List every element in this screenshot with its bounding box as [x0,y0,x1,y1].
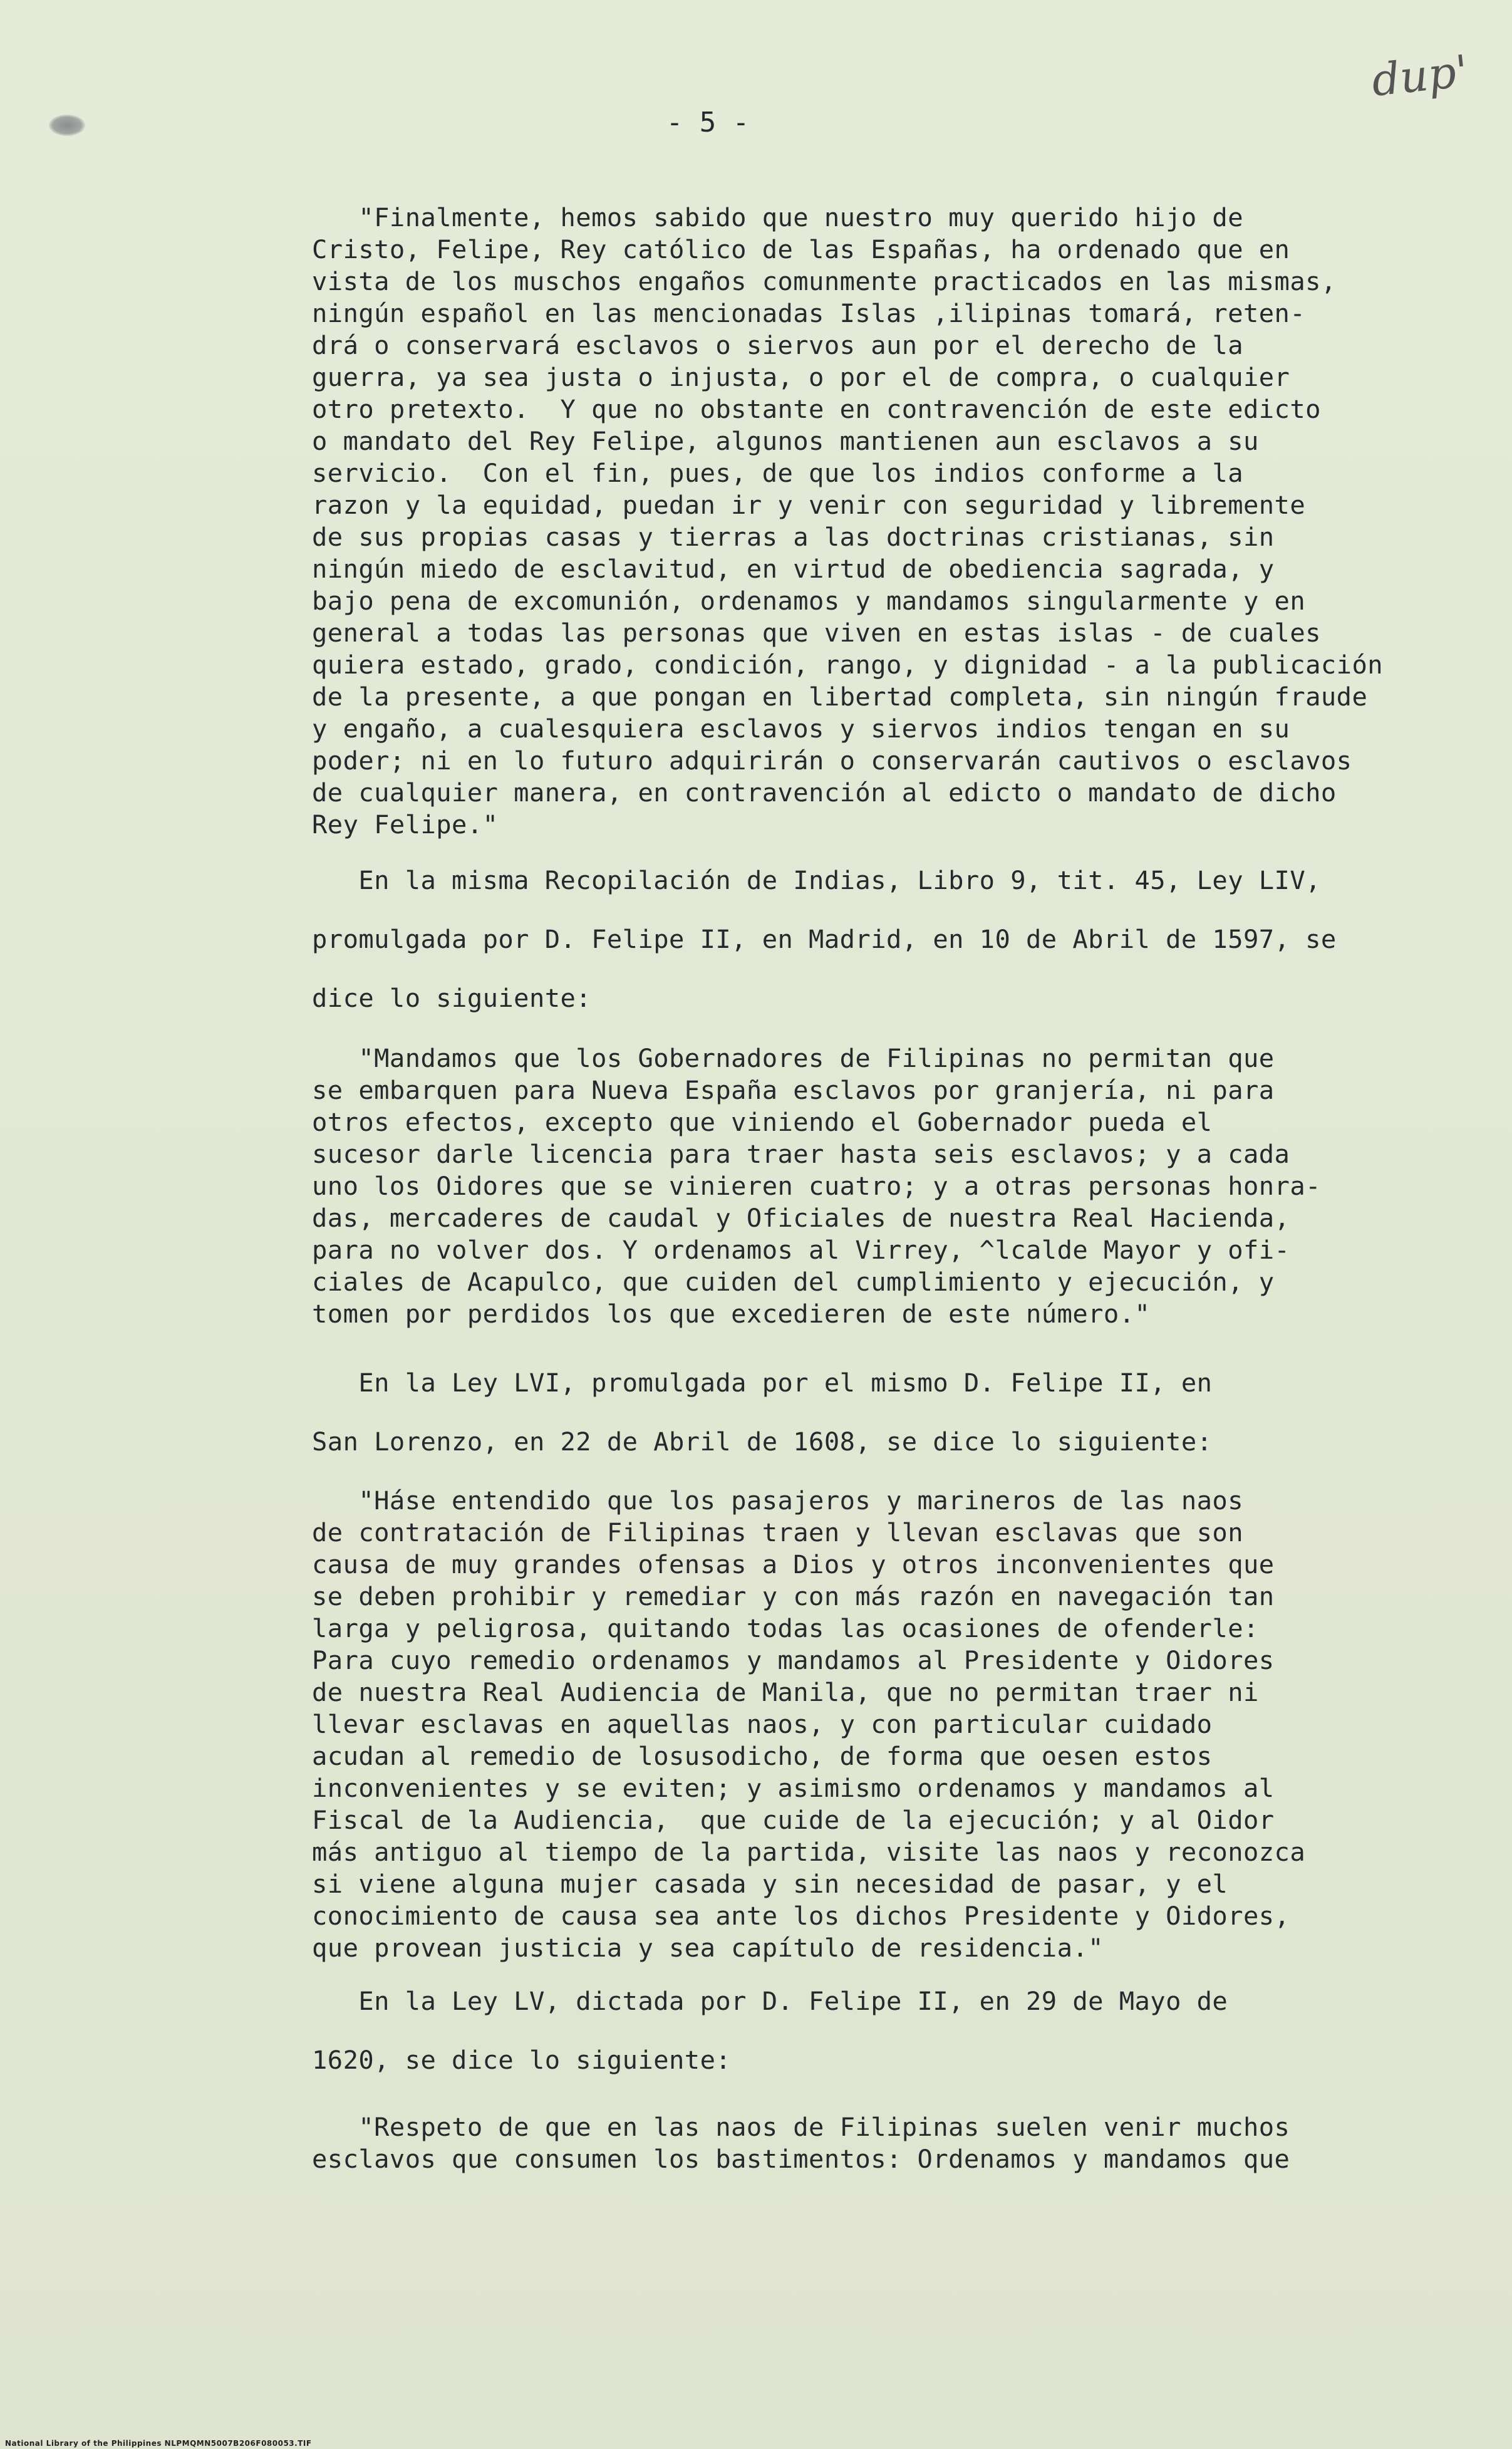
text-line: ciales de Acapulco, que cuiden del cumplimiento y ejecución, y [312,1267,1275,1297]
text-line: En la Ley LVI, promulgada por el mismo D. Felipe II, en [312,1368,1213,1398]
text-line: de la presente, a que pongan en libertad completa, sin ningún fraude [312,682,1368,712]
text-line: "Mandamos que los Gobernadores de Filipinas no permitan que [312,1043,1275,1073]
quote-block-3 [312,1485,1389,1964]
prose-block-1 [312,851,1389,1027]
text-line: para no volver dos. Y ordenamos al Virrey, ^lcalde Mayor y ofi- [312,1235,1290,1265]
quote-block-1 [312,202,1389,841]
text-line: causa de muy grandes ofensas a Dios y otros inconvenientes que [312,1549,1275,1579]
text-line: servicio. Con el fin, pues, de que los indios conforme a la [312,458,1243,488]
text-line: quiera estado, grado, condición, rango, y dignidad - a la publicación [312,650,1384,680]
text-line: vista de los muschos engaños comunmente practicados en las mismas, [312,266,1337,296]
paper-blemish [49,115,85,136]
text-line: o mandato del Rey Felipe, algunos mantienen aun esclavos a su [312,426,1259,456]
quote-block-2 [312,1043,1389,1330]
text-line: ningún miedo de esclavitud, en virtud de obediencia sagrada, y [312,554,1275,584]
text-line: bajo pena de excomunión, ordenamos y mandamos singularmente y en [312,586,1306,616]
text-line: poder; ni en lo futuro adquirirán o conservarán cautivos o esclavos [312,746,1352,776]
text-line: razon y la equidad, puedan ir y venir con seguridad y libremente [312,490,1306,520]
text-line: Para cuyo remedio ordenamos y mandamos al Presidente y Oidores [312,1645,1275,1675]
text-line: dice lo siguiente: [312,983,592,1013]
text-line: se deben prohibir y remediar y con más razón en navegación tan [312,1581,1275,1611]
text-line: si viene alguna mujer casada y sin necesidad de pasar, y el [312,1869,1228,1899]
text-line: 1620, se dice lo siguiente: [312,2045,732,2075]
text-line: guerra, ya sea justa o injusta, o por el de compra, o cualquier [312,362,1290,392]
prose-block-3 [312,1972,1389,2089]
text-line: conocimiento de causa sea ante los dichos Presidente y Oidores, [312,1901,1290,1931]
text-line: sucesor darle licencia para traer hasta seis esclavos; y a cada [312,1139,1290,1169]
text-line: de contratación de Filipinas traen y llevan esclavas que son [312,1517,1243,1547]
text-line: "Respeto de que en las naos de Filipinas suelen venir muchos [312,2112,1290,2142]
text-line: que provean justicia y sea capítulo de residencia." [312,1933,1104,1963]
text-line: Rey Felipe." [312,809,499,840]
text-line: de cualquier manera, en contravención al edicto o mandato de dicho [312,777,1337,808]
text-line: "Finalmente, hemos sabido que nuestro muy querido hijo de [312,202,1243,232]
text-line: das, mercaderes de caudal y Oficiales de nuestra Real Hacienda, [312,1203,1290,1233]
text-line: más antiguo al tiempo de la partida, visite las naos y reconozca [312,1837,1306,1867]
text-line: inconvenientes y se eviten; y asimismo ordenamos y mandamos al [312,1773,1275,1803]
text-line: esclavos que consumen los bastimentos: Ordenamos y mandamos que [312,2144,1290,2174]
text-line: En la misma Recopilación de Indias, Libro 9, tit. 45, Ley LIV, [312,865,1321,895]
scan-footer: National Library of the Philippines NLPMQMN5007B206F080053.TIF [5,2439,312,2448]
text-line: promulgada por D. Felipe II, en Madrid, en 10 de Abril de 1597, se [312,924,1337,954]
text-line: y engaño, a cualesquiera esclavos y siervos indios tengan en su [312,714,1290,744]
text-line: llevar esclavas en aquellas naos, y con particular cuidado [312,1709,1213,1739]
text-line: otro pretexto. Y que no obstante en contravención de este edicto [312,394,1321,424]
text-line: Cristo, Felipe, Rey católico de las Españas, ha ordenado que en [312,234,1290,264]
text-line: de sus propias casas y tierras a las doctrinas cristianas, sin [312,522,1275,552]
text-line: Fiscal de la Audiencia, que cuide de la ejecución; y al Oidor [312,1805,1275,1835]
handwritten-annotation: dup' [1369,45,1471,107]
text-line: San Lorenzo, en 22 de Abril de 1608, se dice lo siguiente: [312,1427,1213,1457]
text-line: En la Ley LV, dictada por D. Felipe II, en 29 de Mayo de [312,1986,1228,2016]
text-line: drá o conservará esclavos o siervos aun por el derecho de la [312,330,1243,360]
text-line: ningún español en las mencionadas Islas ,ilipinas tomará, reten- [312,298,1306,328]
text-line: se embarquen para Nueva España esclavos por granjería, ni para [312,1075,1275,1105]
text-line: acudan al remedio de losusodicho, de forma que oesen estos [312,1741,1213,1771]
prose-block-2 [312,1353,1389,1471]
text-line: de nuestra Real Audiencia de Manila, que no permitan traer ni [312,1677,1259,1707]
text-line: otros efectos, excepto que viniendo el Gobernador pueda el [312,1107,1213,1137]
text-line: tomen por perdidos los que excedieren de este número." [312,1299,1151,1329]
text-line: general a todas las personas que viven en estas islas - de cuales [312,618,1321,648]
quote-block-4 [312,2111,1389,2175]
text-line: "Háse entendido que los pasajeros y marineros de las naos [312,1485,1243,1516]
text-line: uno los Oidores que se vinieren cuatro; y a otras personas honra- [312,1171,1321,1201]
page-number: - 5 - [666,107,750,138]
text-line: larga y peligrosa, quitando todas las ocasiones de ofenderle: [312,1613,1259,1643]
